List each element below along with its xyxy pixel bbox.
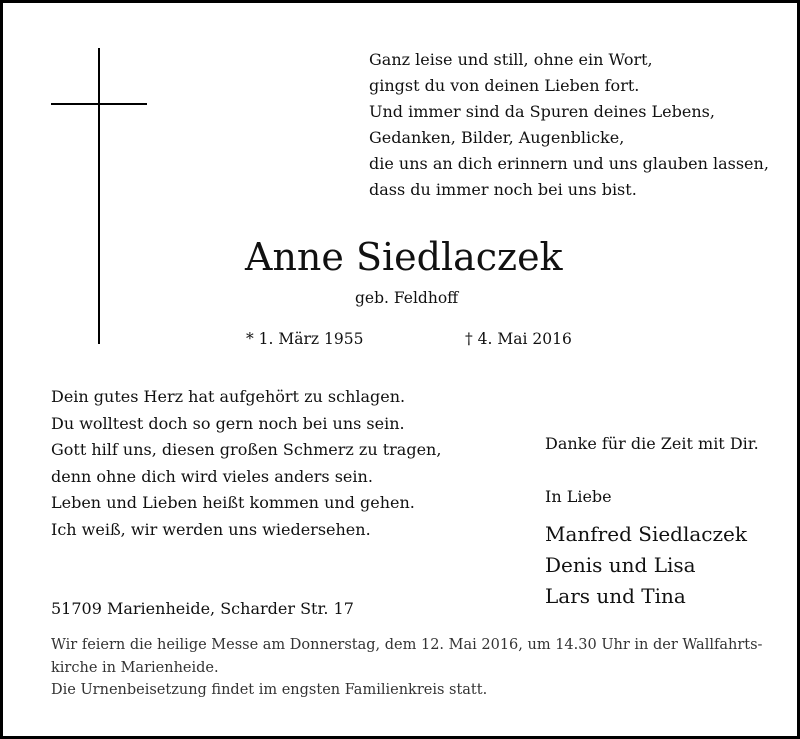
mourner-name: Lars und Tina [545,584,686,608]
farewell-poem [51,384,441,543]
service-line: Wir feiern die heilige Messe am Donnerstag, dem 12. Mai 2016, um 14.30 Uhr in der Wallfahrts- [51,637,763,653]
poem-line: Dein gutes Herz hat aufgehört zu schlagen. [51,387,406,406]
poem-line: Leben und Lieben heißt kommen und gehen. [51,493,415,512]
service-line: Die Urnenbeisetzung findet im engsten Familienkreis statt. [51,682,488,698]
poem-line: Ganz leise und still, ohne ein Wort, [369,50,653,69]
birth-date: * 1. März 1955 [246,330,364,348]
deceased-name: Anne Siedlaczek [245,235,563,279]
address: 51709 Marienheide, Scharder Str. 17 [51,599,354,618]
poem-line: Du wolltest doch so gern noch bei uns sein. [51,413,405,433]
mourner-name: Denis und Lisa [545,553,696,577]
cross-icon-vertical-bar [98,48,100,344]
thanks-line: Danke für die Zeit mit Dir. [545,434,759,453]
poem-line: Gedanken, Bilder, Augenblicke, [369,128,625,147]
birth-name: geb. Feldhoff [355,289,459,307]
service-line: kirche in Marienheide. [51,659,219,676]
poem-line: Und immer sind da Spuren deines Lebens, [369,102,715,121]
death-date: † 4. Mai 2016 [465,330,572,348]
opening-poem [369,47,769,203]
in-love-line: In Liebe [545,487,612,506]
poem-line: die uns an dich erinnern und uns glauben lassen, [369,154,769,173]
poem-line: gingst du von deinen Lieben fort. [369,76,640,95]
service-info [51,634,762,702]
mourners-list [545,519,747,612]
poem-line: denn ohne dich wird vieles anders sein. [51,466,373,486]
poem-line: Ich weiß, wir werden uns wiedersehen. [51,519,371,539]
poem-line: dass du immer noch bei uns bist. [369,180,637,199]
poem-line: Gott hilf uns, diesen großen Schmerz zu tragen, [51,440,442,459]
cross-icon-horizontal-bar [51,103,147,105]
mourner-name: Manfred Siedlaczek [545,522,747,546]
